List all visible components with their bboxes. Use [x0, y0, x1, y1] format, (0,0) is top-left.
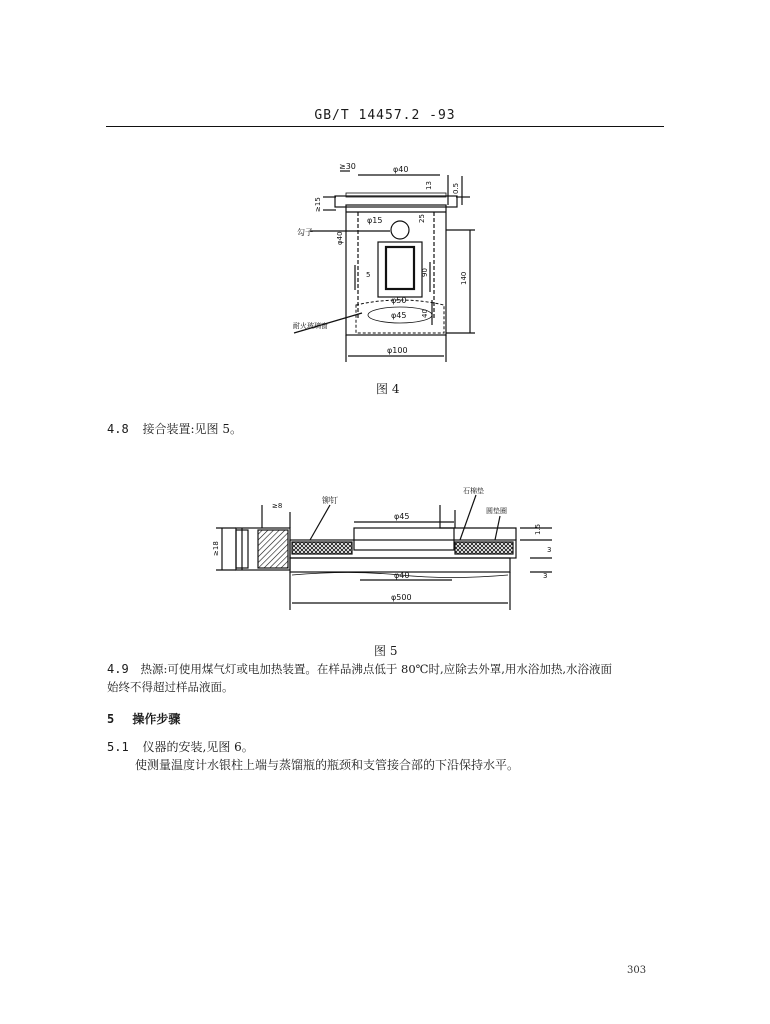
fig5-label-dia500: φ500 — [391, 593, 412, 602]
standard-code-header: GB/T 14457.2 -93 — [314, 108, 456, 123]
section-4-8-number: 4.8 — [107, 422, 129, 436]
section-5-1 — [107, 738, 667, 774]
header-rule — [106, 126, 664, 127]
fig4-label-dia50: φ50 — [391, 296, 407, 305]
section-5-1-number: 5.1 — [107, 740, 129, 754]
fig4-label-d90: 90 — [421, 268, 429, 277]
fig4-label-d40: 40 — [421, 309, 429, 318]
flask-neck-hole — [391, 221, 409, 239]
fig5-label-dia40: φ40 — [394, 571, 410, 580]
fig5-label-d3b: 3 — [543, 572, 548, 580]
fig5-label-rivet: 铆钉 — [322, 496, 338, 505]
section-4-9-line-1 — [107, 660, 667, 678]
section-5-1-text: 仪器的安装,见图 6。 — [142, 740, 254, 754]
fig5-label-d3a: 3 — [547, 546, 552, 554]
section-5-1-line-1 — [107, 738, 667, 756]
section-4-9-number: 4.9 — [107, 662, 129, 676]
section-4-8-text: 接合装置:见图 5。 — [142, 422, 243, 436]
fig5-label-ring: 圆垫圈 — [486, 507, 507, 515]
page-number: 303 — [627, 965, 647, 976]
fig4-label-dia40: φ40 — [393, 165, 409, 174]
fig4-label-hook: 勾子 — [297, 228, 313, 237]
section-5-number: 5 — [107, 712, 115, 726]
fig5-label-d1-5: 1.5 — [534, 523, 542, 535]
fig4-label-d25: 25 — [418, 214, 426, 223]
fig5-label-left-18: ≥18 — [212, 541, 220, 556]
fig4-label-top-w: ≥30 — [339, 162, 356, 171]
section-4-8 — [107, 420, 242, 438]
figure-4-drawing — [280, 158, 500, 373]
lower-tray — [290, 558, 510, 572]
section-5-heading — [107, 710, 180, 728]
section-5-title: 操作步骤 — [132, 712, 181, 726]
fig4-label-dia40-side: φ40 — [336, 231, 344, 245]
section-5-1-line-2: 使测量温度计水银柱上端与蒸馏瓶的瓶颈和支管接合部的下沿保持水平。 — [135, 758, 520, 772]
fig4-label-dia45: φ45 — [391, 311, 407, 320]
fig4-label-d5: 5 — [366, 271, 371, 279]
fig4-label-d0-5: 0.5 — [452, 182, 460, 194]
section-4-9-text-1: 热源:可使用煤气灯或电加热装置。在样品沸点低于 80℃时,应除去外罩,用水浴加热,水浴液面 — [140, 662, 613, 676]
fig4-label-d140: 140 — [460, 271, 468, 285]
figure-5-drawing — [200, 480, 550, 615]
fig5-label-dia45: φ45 — [394, 512, 410, 521]
fig5-label-asbestos: 石棉垫 — [463, 487, 484, 495]
fig5-label-top-w: ≥8 — [272, 502, 283, 510]
fig4-label-dia100: φ100 — [387, 346, 408, 355]
inner-tube — [354, 528, 454, 550]
fig4-label-left-15: ≥15 — [314, 197, 322, 212]
fig4-label-dia15: φ15 — [367, 216, 383, 225]
section-4-9-line-2: 始终不得超过样品液面。 — [107, 680, 234, 694]
fig4-label-glass: 耐火玻璃窗 — [293, 322, 328, 330]
figure-5-caption: 图 5 — [374, 644, 398, 658]
fig4-label-d13: 13 — [425, 181, 433, 190]
section-4-9 — [107, 660, 667, 696]
figure-4-caption: 图 4 — [376, 382, 400, 396]
